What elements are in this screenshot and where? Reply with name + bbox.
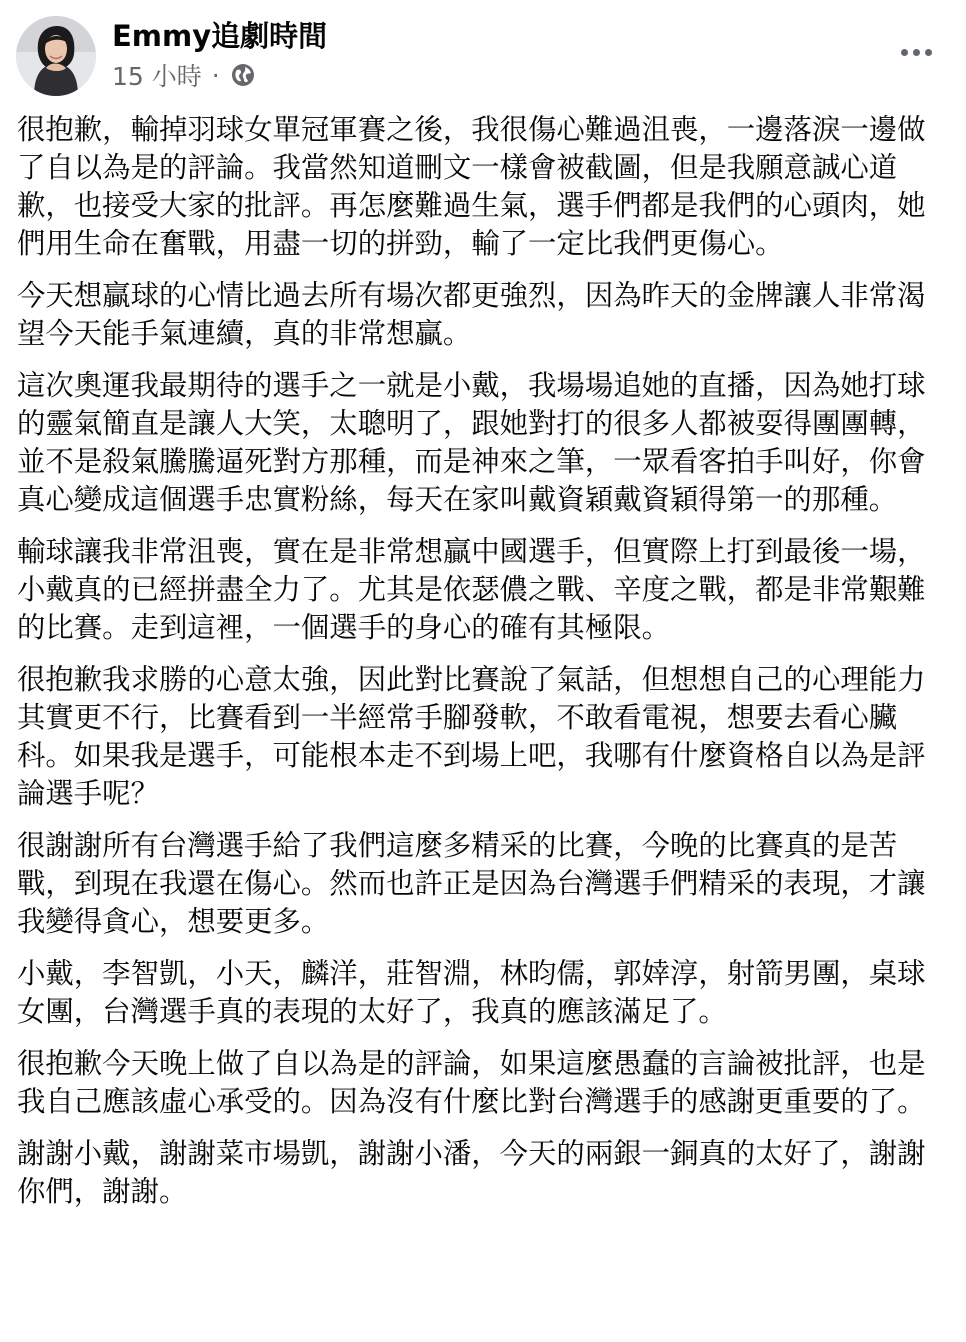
post-paragraph: 很抱歉今天晚上做了自以為是的評論，如果這麼愚蠢的言論被批評，也是我自己應該虛心承受的。因為沒有什麼比對台灣選手的感謝更重要的了。 bbox=[17, 1047, 926, 1118]
post-paragraph: 謝謝小戴，謝謝菜市場凱，謝謝小潘，今天的兩銀一銅真的太好了，謝謝你們，謝謝。 bbox=[17, 1137, 926, 1208]
post-meta bbox=[112, 58, 256, 92]
post-timestamp[interactable]: 15 小時 bbox=[112, 62, 202, 91]
more-options-icon bbox=[901, 49, 908, 56]
globe-icon[interactable] bbox=[230, 62, 256, 88]
post-paragraph: 很謝謝所有台灣選手給了我們這麼多精采的比賽，今晚的比賽真的是苦戰，到現在我還在傷心。然而也許正是因為台灣選手們精采的表現，才讓我變得貪心，想要更多。 bbox=[17, 829, 926, 938]
post-body bbox=[17, 111, 937, 1225]
post-paragraph: 今天想贏球的心情比過去所有場次都更強烈，因為昨天的金牌讓人非常渴望今天能手氣連續，真的非常想贏。 bbox=[17, 279, 926, 350]
more-options-icon-dot bbox=[925, 49, 932, 56]
author-avatar[interactable] bbox=[16, 16, 96, 96]
post-paragraph: 這次奧運我最期待的選手之一就是小戴，我場場追她的直播，因為她打球的靈氣簡直是讓人大笑，太聰明了，跟她對打的很多人都被耍得團團轉，並不是殺氣騰騰逼死對方那種，而是神來之筆，一眾看客拍手叫好，你會真心變成這個選手忠實粉絲，每天在家叫戴資穎戴資穎得第一的那種。 bbox=[17, 369, 926, 516]
more-options-button[interactable] bbox=[890, 30, 942, 74]
post-paragraph: 很抱歉，輸掉羽球女單冠軍賽之後，我很傷心難過沮喪，一邊落淚一邊做了自以為是的評論。我當然知道刪文一樣會被截圖，但是我願意誠心道歉，也接受大家的批評。再怎麼難過生氣，選手們都是我們的心頭肉，她們用生命在奮戰，用盡一切的拼勁，輸了一定比我們更傷心。 bbox=[17, 113, 926, 260]
avatar-photo bbox=[16, 16, 96, 96]
meta-separator: · bbox=[211, 60, 220, 90]
post-paragraph: 很抱歉我求勝的心意太強，因此對比賽說了氣話，但想想自己的心理能力其實更不行，比賽看到一半經常手腳發軟，不敢看電視，想要去看心臟科。如果我是選手，可能根本走不到場上吧，我哪有什麼資格自以為是評論選手呢？ bbox=[17, 663, 926, 810]
post-header bbox=[0, 0, 966, 108]
post-paragraph: 輸球讓我非常沮喪，實在是非常想贏中國選手，但實際上打到最後一場，小戴真的已經拼盡全力了。尤其是依瑟儂之戰、辛度之戰，都是非常艱難的比賽。走到這裡，一個選手的身心的確有其極限。 bbox=[17, 535, 926, 644]
more-options-icon-dot bbox=[913, 49, 920, 56]
author-name[interactable]: Emmy追劇時間 bbox=[112, 19, 328, 53]
post-paragraph: 小戴，李智凱，小天，麟洋，莊智淵，林昀儒，郭婞淳，射箭男團，桌球女團，台灣選手真的表現的太好了，我真的應該滿足了。 bbox=[17, 957, 926, 1028]
